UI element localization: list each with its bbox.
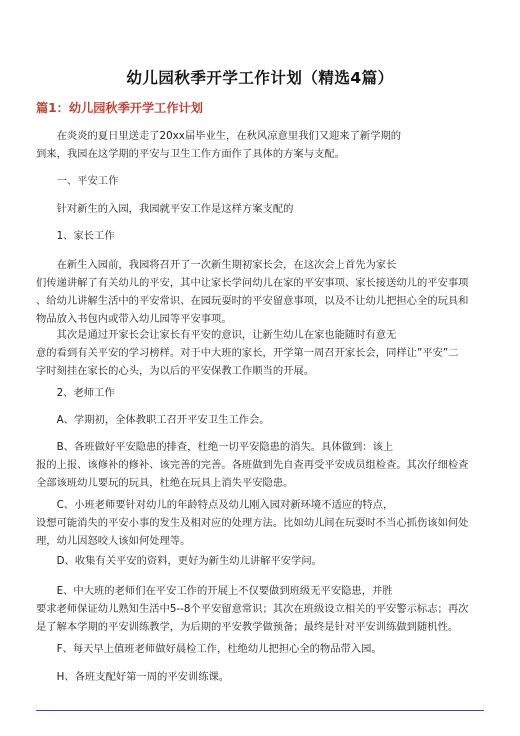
paragraph-line: 理，幼儿因怒咬人该如何处理等。 (36, 535, 191, 547)
footer-divider (36, 710, 484, 711)
paragraph-line: 设想可能消失的平安小事的发生及相对应的处理方法。比如幼儿间在玩耍时不当心抓伤该如何处 (36, 517, 469, 529)
paragraph-line: 到来，我园在这学期的平安与卫生工作方面作了具体的方案与支配。 (36, 148, 345, 160)
paragraph (36, 172, 486, 190)
paragraph (36, 384, 486, 402)
paragraph-line: H、各班支配好第一周的平安训练课。 (36, 671, 230, 683)
paragraph-line: D、收集有关平安的资料，更好为新生幼儿讲解平安学问。 (36, 555, 322, 567)
paragraph-line: 在炎炎的夏日里送走了20xx届毕业生，在秋风凉意里我们又迎来了新学期的 (36, 130, 402, 142)
paragraph (36, 227, 486, 245)
paragraph-line: 报的上报、该修补的修补、该完善的完善。各班做到先自查再受平安成员组检查。其次仔细检查 (36, 459, 469, 471)
paragraph-line: 在新生入园前，我园将召开了一次新生期初家长会，在这次会上首先为家长 (36, 259, 397, 271)
paragraph-line: 字时刻挂在家长的心头，为以后的平安保教工作顺当的开展。 (36, 365, 315, 377)
paragraph (36, 411, 486, 429)
paragraph-line: 针对新生的入园，我园就平安工作是这样方案支配的 (36, 203, 294, 215)
paragraph-line: 其次是通过开家长会让家长有平安的意识，让新生幼儿在家也能随时有意无 (36, 329, 397, 341)
paragraph (36, 552, 486, 570)
paragraph (36, 496, 486, 550)
paragraph-line: 、给幼儿讲解生活中的平安常识、在园玩耍时的平安留意事项，以及不让幼儿把担心全的玩具和 (36, 295, 469, 307)
paragraph-line: 要求老师保证幼儿熟知生活中5--8个平安留意常识；其次在班级设立相关的平安警示标志；再次 (36, 603, 469, 615)
paragraph-line: C、小班老师要针对幼儿的年龄特点及幼儿刚入园对新环境不适应的特点， (36, 499, 394, 511)
paragraph-line: 一、平安工作 (36, 175, 119, 187)
document-title: 幼儿园秋季开学工作计划（精选4篇） (126, 69, 394, 87)
paragraph-line: B、各班做好平安隐患的排查，杜绝一切平安隐患的消失。具体做到：该上 (36, 441, 394, 453)
paragraph-line: 1、家长工作 (36, 230, 115, 242)
paragraph (36, 127, 486, 163)
paragraph-line: F、每天早上值班老师做好晨检工作，杜绝幼儿把担心全的物品带入园。 (36, 643, 382, 655)
paragraph (36, 640, 486, 658)
paragraph (36, 256, 486, 328)
paragraph (36, 582, 486, 636)
paragraph (36, 200, 486, 218)
paragraph-line: 意的看到有关平安的学习榜样。对于中大班的家长，开学第一周召开家长会，同样让”平安”二 (36, 347, 459, 359)
paragraph (36, 326, 486, 380)
paragraph-line: 全部该班幼儿要玩的玩具，杜绝在玩具上消失平安隐患。 (36, 477, 294, 489)
paragraph-line: 是了解本学期的平安训练教学，为后期的平安教学做预备；最终是针对平安训练做到随机性。 (36, 621, 459, 633)
paragraph-line: 2、老师工作 (36, 387, 115, 399)
paragraph (36, 438, 486, 492)
paragraph-line: 物品放入书包内或带入幼儿园等平安事项。 (36, 313, 232, 325)
paragraph-line: E、中大班的老师们在平安工作的开展上不仅要做到班级无平安隐患，并胜 (36, 585, 393, 597)
paragraph-line: A、学期初，全体教职工召开平安卫生工作会。 (36, 414, 270, 426)
paragraph (36, 668, 486, 686)
paragraph-line: 们传递讲解了有关幼儿的平安，其中让家长学问幼儿在家的平安事项、家长接送幼儿的平安事项 (36, 277, 469, 289)
section-heading: 篇1：幼儿园秋季开学工作计划 (36, 101, 203, 115)
